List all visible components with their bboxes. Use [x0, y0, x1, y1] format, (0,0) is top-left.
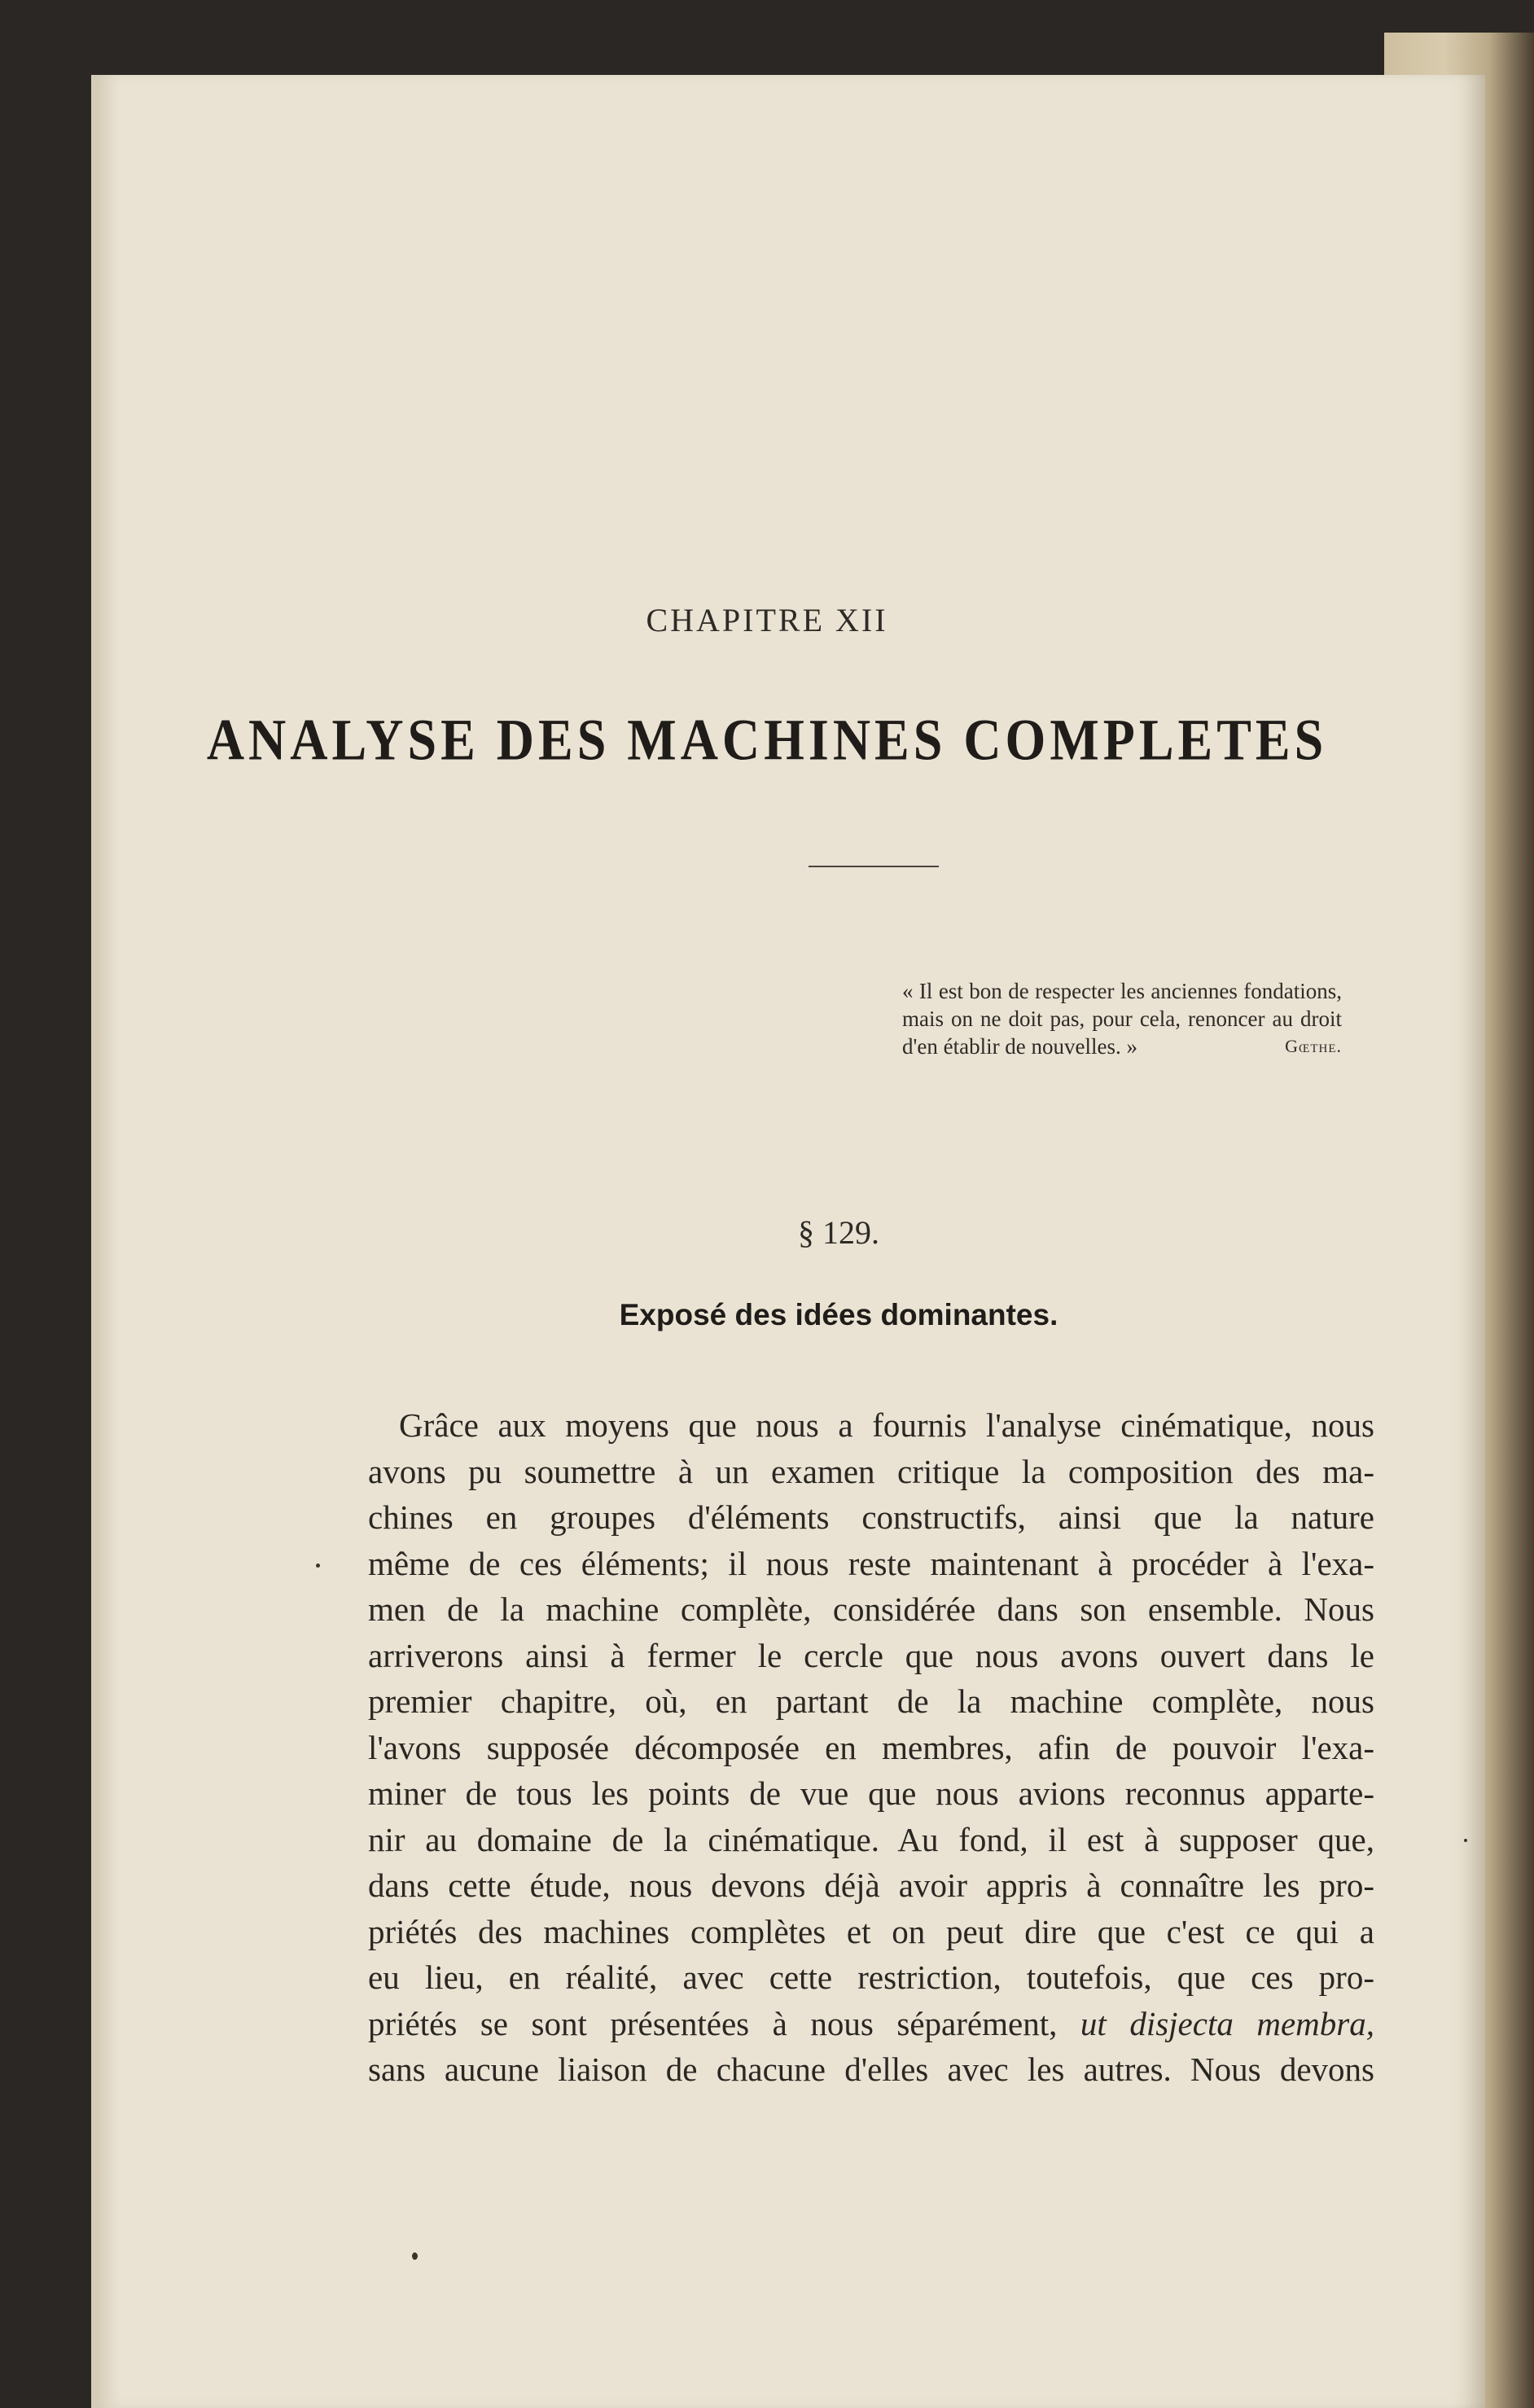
epigraph [902, 977, 1342, 1060]
body-line: premier chapitre, où, en partant de la machine complète, nous [368, 1682, 1374, 1720]
epigraph-text: « Il est bon de respecter les anciennes fondations, mais on ne doit pas, pour cela, renoncer au droit d'en établir de nouvelles. » [902, 979, 1342, 1059]
body-line: dans cette étude, nous devons déjà avoir appris à connaître les pro- [368, 1866, 1374, 1904]
italic-phrase: ut disjecta membra, [1080, 2004, 1375, 2042]
body-paragraph [368, 1402, 1374, 2093]
body-line: eu lieu, en réalité, avec cette restriction, toutefois, que ces pro- [368, 1958, 1374, 1996]
chapter-heading: CHAPITRE XII [646, 602, 888, 638]
body-line: arriverons ainsi à fermer le cercle que nous avons ouvert dans le [368, 1636, 1374, 1674]
body-line: chines en groupes d'éléments constructifs, ainsi que la nature [368, 1498, 1374, 1536]
body-line: priétés des machines complètes et on peut dire que c'est ce qui a [368, 1912, 1374, 1950]
chapter-title: ANALYSE DES MACHINES COMPLETES [206, 707, 1328, 773]
body-line: sans aucune liaison de chacune d'elles avec les autres. Nous devons [368, 2051, 1374, 2088]
print-speck [412, 2252, 418, 2260]
body-line: même de ces éléments; il nous reste maintenant à procéder à l'exa- [368, 1544, 1374, 1582]
body-line: avons pu soumettre à un examen critique la composition des ma- [368, 1452, 1374, 1490]
body-line: Grâce aux moyens que nous a fournis l'analyse cinématique, nous [399, 1406, 1374, 1444]
body-line: men de la machine complète, considérée dans son ensemble. Nous [368, 1590, 1374, 1628]
title-divider [809, 866, 939, 867]
print-speck [316, 1564, 320, 1568]
body-line: miner de tous les points de vue que nous avions reconnus apparte- [368, 1774, 1374, 1812]
section-number: § 129. [798, 1214, 879, 1251]
body-line-with-italic [368, 2001, 1374, 2047]
section-title: Exposé des idées dominantes. [619, 1298, 1058, 1331]
epigraph-author: Gœthe. [1285, 1036, 1342, 1056]
body-line: l'avons supposée décomposée en membres, afin de pouvoir l'exa- [368, 1728, 1374, 1766]
print-speck [1464, 1839, 1467, 1842]
body-line: nir au domaine de la cinématique. Au fond, il est à supposer que, [368, 1820, 1374, 1858]
body-line-start: priétés se sont présentées à nous séparément, [368, 2004, 1058, 2042]
